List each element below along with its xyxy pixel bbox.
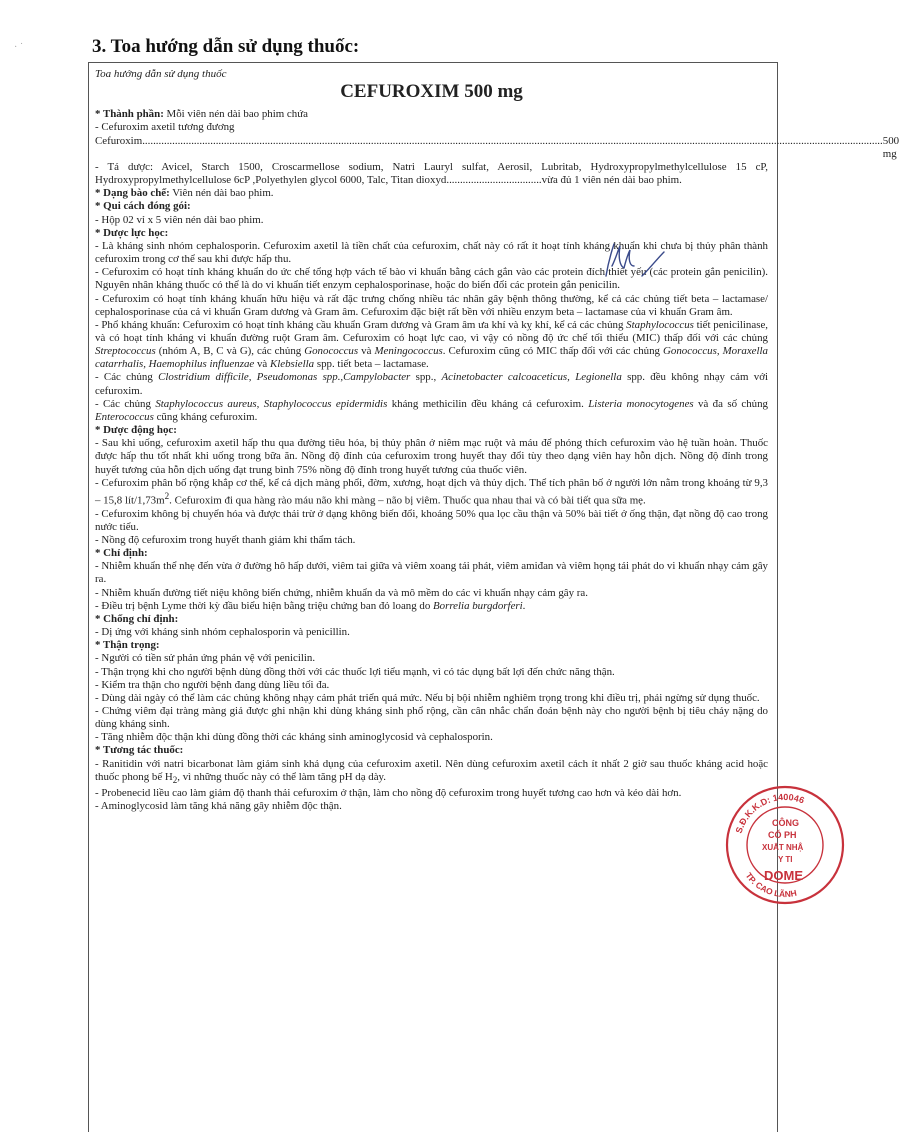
company-stamp-icon — [720, 780, 850, 910]
precautions-heading: * Thận trọng: — [95, 639, 160, 652]
dosage-form-line — [95, 187, 768, 200]
excipients-tail: vừa đủ 1 viên nén dài bao phim. — [541, 174, 682, 187]
pharmacodynamics-p4: - Phổ kháng khuẩn: Cefuroxim có hoạt tính kháng cầu khuẩn Gram dương và Gram âm ưa khí và kỵ khí, kể cả các chủng Staphylococcus tiết penicilinase, và có hoạt tính kháng vi khuẩn đường ruột Gram âm. Cefuroxim có hoạt lực cao, vì vậy có nồng độ ức chế tối thiểu (MIC) thấp đối với các chủng Streptococcus (nhóm A, B, C và G), các chủng Gonococcus và Meningococcus. Cefuroxim cũng có MIC thấp đối với các chủng Gonococcus, Moraxella catarrhalis, Haemophilus influenzae và Klebsiella spp. tiết beta – lactamase. — [95, 318, 769, 371]
precautions-p6: - Tăng nhiễm độc thận khi dùng đồng thời các kháng sinh aminoglycosid và cephalosporin. — [95, 731, 493, 744]
indications-p1: - Nhiễm khuẩn thể nhẹ đến vừa ở đường hô hấp dưới, viêm tai giữa và viêm xoang tái phát, viêm amiđan và viêm họng tái phát do vi khuẩn nhạy cảm gây ra. — [95, 560, 768, 586]
dosage-form-text: Viên nén dài bao phim. — [169, 187, 274, 200]
svg-text:S.Đ.K.K.D: 140046 — [734, 792, 806, 834]
composition-heading-text: Mỗi viên nén dài bao phim chứa — [163, 108, 308, 121]
composition-heading: * Thành phần: — [95, 108, 164, 121]
pharmacodynamics-p3: - Cefuroxim có hoạt tính kháng khuẩn hữu hiệu và rất đặc trưng chống nhiều tác nhân gây bệnh thông thường, kể cả các chủng tiết beta – lactamase/ cephalosporinase của cả vi khuẩn Gram dương và Gram âm. Cefuroxim đặc biệt rất bền với nhiều enzym beta – lactamase của vi khuẩn Gram âm. — [95, 292, 768, 318]
precautions-p4: - Dùng dài ngày có thể làm các chủng không nhạy cảm phát triển quá mức. Nếu bị bội nhiễm nghiêm trọng trong khi điều trị, phải ngừng sử dụng thuốc. — [95, 691, 760, 704]
stamp-line2: CỔ PH — [768, 830, 797, 840]
precautions-p1: - Người có tiền sử phản ứng phản vệ với penicilin. — [95, 652, 316, 665]
contraindications-heading: * Chống chỉ định: — [95, 612, 179, 625]
packaging-heading: * Qui cách đóng gói: — [95, 200, 191, 213]
active-ingredient-row — [95, 134, 899, 161]
pharmacokinetics-p3: - Cefuroxim không bị chuyển hóa và được thải trừ ở dạng không biến đổi, khoảng 50% qua lọc cầu thận và 50% bài tiết ở ống thận, đạt nồng độ cao trong nước tiểu. — [95, 507, 768, 533]
stamp-line1: CÔNG — [772, 818, 799, 828]
pharmacodynamics-heading: * Dược lực học: — [95, 226, 169, 239]
pharmacodynamics-p2: - Cefuroxim có hoạt tính kháng khuẩn do ức chế tổng hợp vách tế bào vi khuẩn bằng cách gắn vào các protein đích thiết yếu (các protein gắn penicilin). Nguyên nhân kháng thuốc có thể là do vi khuẩn tiết enzym cephalosporinase, hoặc do biến đổi các protein gắn penicilin. — [95, 266, 768, 292]
dot-leader — [142, 135, 883, 148]
stamp-line5: DOME — [764, 868, 803, 883]
interactions-p2: - Probenecid liều cao làm giảm độ thanh thải cefuroxim ở thận, làm cho nồng độ cefuroxim trong huyết tương cao hơn và kéo dài hơn. — [95, 787, 682, 800]
active-ingredient-amount: 500 mg — [882, 134, 899, 160]
handwritten-signature-icon — [598, 236, 668, 280]
precautions-p3: - Kiểm tra thận cho người bệnh đang dùng liều tối đa. — [95, 678, 330, 691]
pharmacodynamics-p1: - Là kháng sinh nhóm cephalosporin. Cefuroxim axetil là tiền chất của cefuroxim, chất này có rất ít hoạt tính kháng khuẩn khi chưa bị thủy phân thành cefuroxim trong cơ thể sau khi được hấp thu. — [95, 239, 768, 266]
stamp-line4: Y TI — [778, 855, 793, 864]
packaging-text: - Hộp 02 vỉ x 5 viên nén dài bao phim. — [95, 213, 264, 226]
indications-p2: - Nhiễm khuẩn đường tiết niệu không biến chứng, nhiễm khuẩn da và mô mềm do các vi khuẩn nhạy cảm gây ra. — [95, 586, 588, 599]
stamp-line3: XUẤT NHẬ — [762, 843, 804, 852]
precautions-p2: - Thận trọng khi cho người bệnh dùng đồng thời với các thuốc lợi tiểu mạnh, vì có tác dụng bất lợi đến chức năng thận. — [95, 665, 615, 678]
composition-heading-line — [95, 108, 768, 121]
stamp-bottom-text: TP. CAO LÃNH — [743, 870, 798, 900]
interactions-p3: - Aminoglycosid làm tăng khả năng gây nhiễm độc thận. — [95, 800, 342, 813]
section-title: 3. Toa hướng dẫn sử dụng thuốc: — [92, 36, 360, 57]
excipients-line — [95, 161, 768, 187]
frame-label: Toa hướng dẫn sử dụng thuốc — [95, 68, 227, 80]
active-ingredient-name: Cefuroxim — [95, 134, 143, 147]
pharmacokinetics-p1: - Sau khi uống, cefuroxim axetil hấp thu qua đường tiêu hóa, bị thủy phân ở niêm mạc ruột và máu để phóng thích cefuroxim vào hệ tuần hoàn. Thuốc được hấp thu tốt nhất khi uống trong bữa ăn. Nồng độ đỉnh của cefuroxim trong huyết thay đổi tùy theo dạng viên hay hỗn dịch. Nồng độ đỉnh trong huyết tương của hỗn dịch uống đạt trung bình 75% nồng độ đỉnh trong huyết tương của thuốc viên. — [95, 437, 768, 476]
pharmacokinetics-p4: - Nồng độ cefuroxim trong huyết thanh giảm khi thẩm tách. — [95, 533, 356, 546]
dosage-form-heading: * Dạng bào chế: — [95, 187, 170, 200]
excipients-dots: ................................... — [446, 174, 542, 187]
pharmacodynamics-p5: - Các chủng Clostridium difficile, Pseudomonas spp.,Campylobacter spp., Acinetobacter calcoaceticus, Legionella spp. đều không nhạy cảm với cefuroxim. — [95, 371, 768, 397]
interactions-heading: * Tương tác thuốc: — [95, 744, 184, 757]
indications-p3: - Điều trị bệnh Lyme thời kỳ đầu biểu hiện bằng triệu chứng ban đỏ loang do Borrelia burgdorferi. — [95, 599, 526, 612]
document-title: CEFUROXIM 500 mg — [340, 81, 523, 103]
scan-speck: · ˙ — [14, 42, 24, 53]
precautions-p5: - Chứng viêm đại tràng màng giả được ghi nhận khi dùng kháng sinh phổ rộng, cần cân nhắc chẩn đoán bệnh này cho người bệnh bị tiêu chảy nặng do dùng kháng sinh. — [95, 704, 768, 731]
stamp-ring-text: S.Đ.K.K.D: 140046 — [733, 791, 806, 835]
pharmacokinetics-p2: - Cefuroxim phân bố rộng khắp cơ thể, kể cả dịch màng phổi, đờm, xương, hoạt dịch và thủy dịch. Thể tích phân bố ở người lớn nằm trong khoảng từ 9,3 – 15,8 lít/$1,73m^2$. Cefuroxim đi qua hàng rào máu não khi màng – não bị viêm. Thuốc qua nhau thai và có bài tiết qua sữa mẹ. — [95, 476, 768, 507]
pharmacodynamics-p6: - Các chủng Staphylococcus aureus, Staphylococcus epidermidis kháng methicilin đều kháng cả cefuroxim. Listeria monocytogenes và đa số chủng Enterococcus cũng kháng cefuroxim. — [95, 397, 769, 423]
interactions-p1: - Ranitidin với natri bicarbonat làm giảm sinh khả dụng của cefuroxim axetil. Nên dùng cefuroxim axetil cách ít nhất 2 giờ sau thuốc kháng acid hoặc thuốc phong bế $H_2$, vì những thuốc này có thể làm tăng pH dạ dày. — [95, 757, 768, 785]
pharmacokinetics-heading: * Dược động học: — [95, 424, 177, 437]
indications-heading: * Chỉ định: — [95, 547, 148, 560]
excipients-text: - Tá dược: Avicel, Starch 1500, Croscarmellose sodium, Natri Lauryl sulfat, Aerosil, Lubritab, Hydroxypropylmethylcellulose 15 cP, Hydroxypropylmethylcellulose 6cP ,Polyethylen glycol 6000, Talc, Titan dioxyd — [95, 160, 768, 187]
composition-line1: - Cefuroxim axetil tương đương — [95, 121, 235, 134]
contraindications-p1: - Dị ứng với kháng sinh nhóm cephalosporin và penicillin. — [95, 626, 350, 639]
